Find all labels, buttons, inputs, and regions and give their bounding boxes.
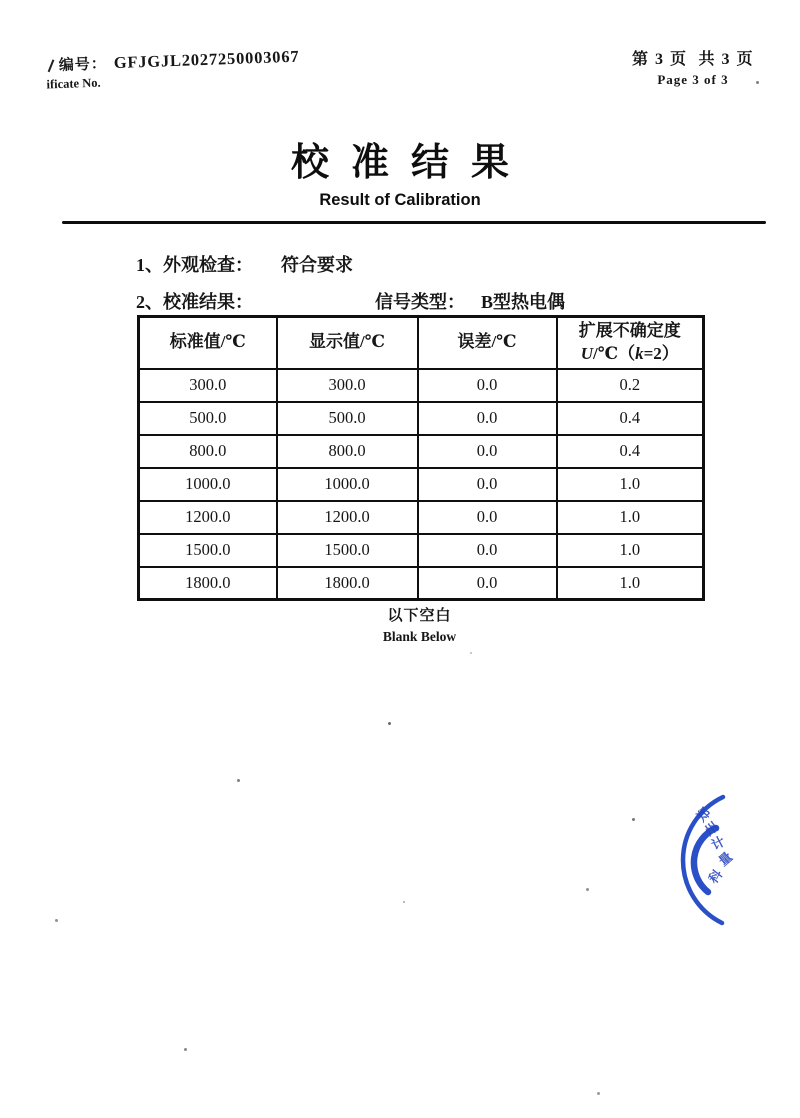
seal-char: 计 (708, 833, 728, 853)
page-number-cn: 第 3 页 共 3 页 (631, 51, 754, 68)
scan-speck (586, 888, 589, 891)
visual-inspection-line (136, 251, 353, 277)
table-cell: 0.2 (557, 369, 704, 402)
table-cell: 300.0 (139, 369, 277, 402)
table-cell: 500.0 (139, 402, 277, 435)
blank-below-cn: 以下空白 (387, 608, 452, 624)
cut-off-character-artifact (48, 59, 59, 74)
page-number-en: Page 3 of 3 (657, 72, 729, 87)
table-cell: 1000.0 (277, 468, 418, 501)
scan-speck (470, 652, 472, 654)
page-title-en: Result of Calibration (319, 191, 481, 209)
table-row (139, 402, 704, 435)
table-row (139, 534, 704, 567)
table-cell: 1800.0 (277, 567, 418, 600)
table-cell: 300.0 (277, 369, 418, 402)
table-cell: 500.0 (277, 402, 418, 435)
table-cell: 0.0 (418, 534, 557, 567)
table-row (139, 435, 704, 468)
table-row (139, 468, 704, 501)
scan-speck (237, 779, 240, 782)
col-header-uncertainty (557, 317, 704, 369)
col-header-displayed-value: 显示值/℃ (277, 317, 418, 369)
col-header-standard-value: 标准值/℃ (139, 317, 277, 369)
scan-speck (55, 919, 58, 922)
calibration-result-label: 2、校准结果： (136, 292, 253, 312)
certificate-number-block (46, 46, 300, 93)
title-divider-rule (62, 221, 766, 224)
table-cell: 1500.0 (277, 534, 418, 567)
table-cell: 1.0 (557, 534, 704, 567)
signal-type-value: B型热电偶 (481, 292, 566, 312)
blank-below-en: Blank Below (382, 629, 457, 644)
table-body (139, 369, 704, 600)
official-seal-partial (636, 776, 800, 932)
uncertainty-header-line2: U/℃（k=2） (580, 343, 679, 363)
table-header-row (139, 317, 704, 369)
table-cell: 1200.0 (277, 501, 418, 534)
certificate-no-label-en: ificate No. (46, 75, 101, 92)
table-cell: 1500.0 (139, 534, 277, 567)
certificate-no-label-cn: 编号： (58, 56, 108, 75)
table-cell: 0.0 (418, 435, 557, 468)
table-cell: 1800.0 (139, 567, 277, 600)
visual-inspection-label: 1、外观检查： (136, 255, 253, 275)
table-cell: 0.4 (557, 435, 704, 468)
scan-speck (597, 1092, 600, 1095)
seal-char: 州 (701, 818, 722, 839)
table-cell: 0.0 (418, 369, 557, 402)
table-row (139, 567, 704, 600)
table-cell: 800.0 (277, 435, 418, 468)
uncertainty-header-line1: 扩展不确定度 (578, 321, 681, 340)
calibration-table-wrap (137, 315, 705, 601)
signal-type-label: 信号类型： (375, 292, 465, 312)
table-cell: 1200.0 (139, 501, 277, 534)
page-title-cn: 校准结果 (290, 142, 531, 184)
scan-speck (388, 722, 391, 725)
visual-inspection-value: 符合要求 (281, 255, 353, 275)
table-cell: 0.0 (418, 501, 557, 534)
table-cell: 800.0 (139, 435, 277, 468)
scan-speck (403, 901, 405, 903)
table-cell: 1.0 (557, 567, 704, 600)
seal-char: 量 (715, 848, 736, 869)
scan-speck (184, 1048, 187, 1051)
certificate-number: GFJGJL2027250003067 (113, 46, 300, 73)
table-cell: 0.4 (557, 402, 704, 435)
table-cell: 1000.0 (139, 468, 277, 501)
scan-speck (756, 81, 759, 84)
table-cell: 1.0 (557, 501, 704, 534)
table-cell: 0.0 (418, 402, 557, 435)
table-row (139, 369, 704, 402)
table-cell: 1.0 (557, 468, 704, 501)
seal-char: 科 (705, 866, 726, 887)
table-row (139, 501, 704, 534)
scan-speck (632, 818, 635, 821)
col-header-error: 误差/℃ (418, 317, 557, 369)
page-indicator (632, 46, 754, 88)
seal-char: 郑 (693, 804, 714, 825)
blank-below-note (137, 604, 702, 645)
table-cell: 0.0 (418, 567, 557, 600)
signal-type-line (375, 288, 565, 314)
calibration-table (137, 315, 705, 601)
table-cell: 0.0 (418, 468, 557, 501)
